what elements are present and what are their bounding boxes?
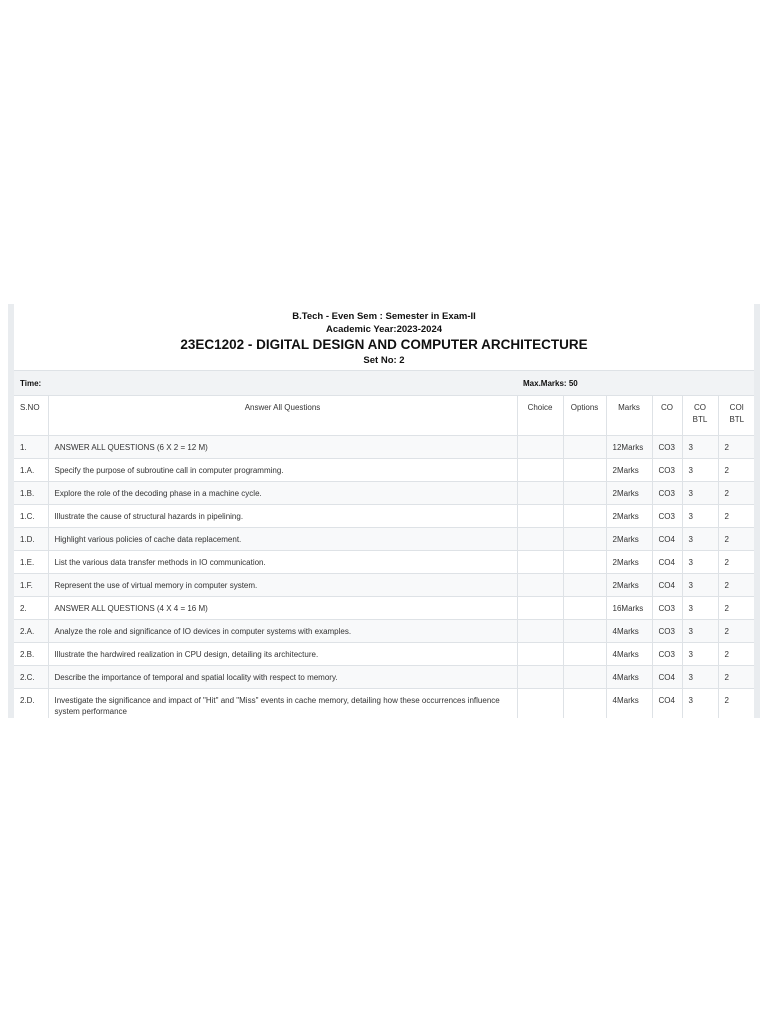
row-co-btl: 3 [682,528,718,551]
row-sno: 1.C. [14,505,48,528]
row-choice [517,482,563,505]
row-marks: 2Marks [606,528,652,551]
table-row [14,459,755,482]
row-co-btl: 3 [682,666,718,689]
row-choice [517,436,563,459]
row-sno: 1.B. [14,482,48,505]
row-options [563,459,606,482]
col-question: Answer All Questions [48,396,517,436]
info-bar [14,371,755,396]
row-options [563,551,606,574]
row-question: ANSWER ALL QUESTIONS (4 X 4 = 16 M) [48,597,517,620]
row-options [563,482,606,505]
table-row [14,482,755,505]
paper-header [14,304,754,370]
row-co-btl: 3 [682,574,718,597]
row-coi-btl: 2 [718,574,755,597]
row-coi-btl: 2 [718,597,755,620]
time-label: Time: [14,371,517,396]
row-co-btl: 3 [682,597,718,620]
row-co: CO4 [652,666,682,689]
row-choice [517,528,563,551]
row-question: Specify the purpose of subroutine call in computer programming. [48,459,517,482]
col-options: Options [563,396,606,436]
row-marks: 16Marks [606,597,652,620]
row-co: CO3 [652,643,682,666]
row-question: Analyze the role and significance of IO devices in computer systems with examples. [48,620,517,643]
row-coi-btl: 2 [718,551,755,574]
row-marks: 2Marks [606,574,652,597]
row-coi-btl: 2 [718,620,755,643]
row-coi-btl: 2 [718,666,755,689]
row-co-btl: 3 [682,459,718,482]
row-co: CO3 [652,505,682,528]
row-choice [517,459,563,482]
exam-line: B.Tech - Even Sem : Semester in Exam-II [292,311,476,322]
row-marks: 2Marks [606,459,652,482]
row-sno: 2.A. [14,620,48,643]
course-title: 23EC1202 - DIGITAL DESIGN AND COMPUTER ARCHITECTURE [180,337,588,352]
row-co-btl: 3 [682,643,718,666]
row-co: CO3 [652,459,682,482]
table-row [14,666,755,689]
row-sno: 1.E. [14,551,48,574]
row-sno: 1.D. [14,528,48,551]
row-options [563,620,606,643]
row-co: CO3 [652,436,682,459]
set-number: Set No: 2 [363,355,405,366]
row-co-btl: 3 [682,482,718,505]
row-choice [517,597,563,620]
row-co: CO4 [652,689,682,719]
row-options [563,574,606,597]
row-options [563,597,606,620]
table-row [14,620,755,643]
col-choice: Choice [517,396,563,436]
row-sno: 1.A. [14,459,48,482]
row-question: Illustrate the cause of structural hazards in pipelining. [48,505,517,528]
row-options [563,528,606,551]
row-question: Describe the importance of temporal and spatial locality with respect to memory. [48,666,517,689]
row-coi-btl: 2 [718,459,755,482]
table-row [14,689,755,719]
row-options [563,689,606,719]
table-row [14,597,755,620]
row-co-btl: 3 [682,436,718,459]
row-choice [517,620,563,643]
row-choice [517,643,563,666]
row-choice [517,505,563,528]
row-co: CO4 [652,528,682,551]
row-choice [517,551,563,574]
row-coi-btl: 2 [718,689,755,719]
col-co: CO [652,396,682,436]
table-row [14,643,755,666]
col-marks: Marks [606,396,652,436]
row-options [563,643,606,666]
row-marks: 4Marks [606,643,652,666]
row-sno: 2.C. [14,666,48,689]
questions-table [14,370,755,718]
col-coi-btl: COI BTL [718,396,755,436]
row-question: Highlight various policies of cache data replacement. [48,528,517,551]
row-options [563,505,606,528]
row-coi-btl: 2 [718,505,755,528]
row-question: Explore the role of the decoding phase in a machine cycle. [48,482,517,505]
row-sno: 1. [14,436,48,459]
row-co: CO3 [652,597,682,620]
row-co: CO4 [652,551,682,574]
col-co-btl: CO BTL [682,396,718,436]
table-header [14,396,755,436]
row-choice [517,666,563,689]
row-co: CO3 [652,620,682,643]
row-sno: 2. [14,597,48,620]
row-question: Illustrate the hardwired realization in CPU design, detailing its architecture. [48,643,517,666]
academic-year: Academic Year:2023-2024 [325,324,443,335]
row-marks: 2Marks [606,505,652,528]
table-row [14,436,755,459]
row-sno: 1.F. [14,574,48,597]
table-row [14,551,755,574]
row-coi-btl: 2 [718,436,755,459]
row-marks: 4Marks [606,666,652,689]
row-co: CO4 [652,574,682,597]
row-co-btl: 3 [682,551,718,574]
table-row [14,528,755,551]
row-marks: 12Marks [606,436,652,459]
row-co-btl: 3 [682,620,718,643]
row-question: Investigate the significance and impact of "Hit" and "Miss" events in cache memory, detailing how these occurrences influence system performance [48,689,517,719]
row-question: Represent the use of virtual memory in computer system. [48,574,517,597]
max-marks: Max.Marks: 50 [517,371,755,396]
col-sno: S.NO [14,396,48,436]
row-marks: 2Marks [606,482,652,505]
row-coi-btl: 2 [718,643,755,666]
row-coi-btl: 2 [718,482,755,505]
row-choice [517,574,563,597]
row-marks: 2Marks [606,551,652,574]
row-marks: 4Marks [606,689,652,719]
row-co-btl: 3 [682,689,718,719]
row-options [563,436,606,459]
table-row [14,505,755,528]
table-row [14,574,755,597]
row-question: ANSWER ALL QUESTIONS (6 X 2 = 12 M) [48,436,517,459]
row-options [563,666,606,689]
row-marks: 4Marks [606,620,652,643]
row-question: List the various data transfer methods in IO communication. [48,551,517,574]
row-sno: 2.B. [14,643,48,666]
row-coi-btl: 2 [718,528,755,551]
row-co-btl: 3 [682,505,718,528]
row-co: CO3 [652,482,682,505]
question-paper [8,304,760,718]
row-sno: 2.D. [14,689,48,719]
row-choice [517,689,563,719]
